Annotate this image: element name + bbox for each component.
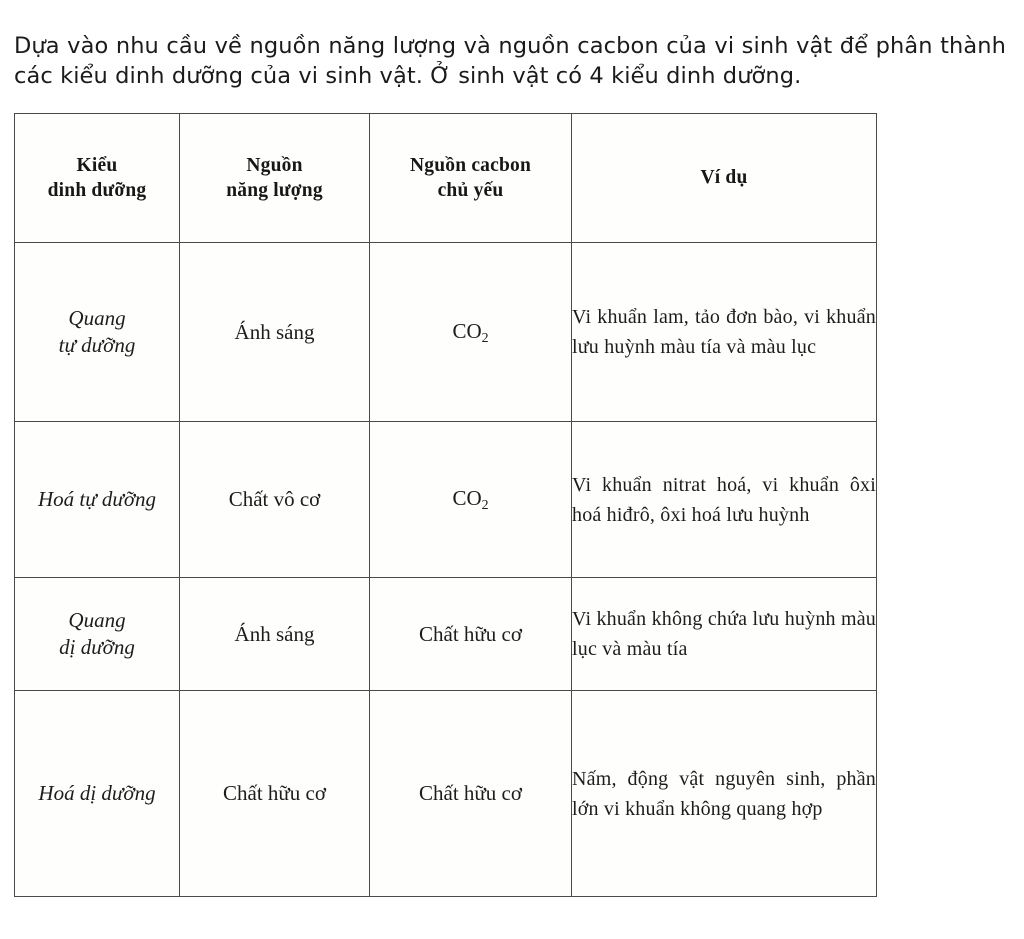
cell-type [15,422,180,578]
table-row [15,691,877,897]
cell-energy: Ánh sáng [180,243,370,422]
table-body [15,243,877,897]
cell-type [15,243,180,422]
cell-example: Vi khuẩn nitrat hoá, vi khuẩn ôxi hoá hiđrô, ôxi hoá lưu huỳnh [572,422,877,578]
cell-example: Nấm, động vật nguyên sinh, phần lớn vi khuẩn không quang hợp [572,691,877,897]
cell-type-line1: Quang [68,607,126,632]
cell-energy: Chất hữu cơ [180,691,370,897]
cell-carbon-text: Chất hữu cơ [419,621,522,646]
cell-type-line1: Hoá tự dưỡng [37,487,157,512]
cell-example: Vi khuẩn không chứa lưu huỳnh màu lục và màu tía [572,578,877,691]
column-header-carbon [370,114,572,243]
cell-type [15,691,180,897]
column-header-energy [180,114,370,243]
cell-carbon-subscript: 2 [481,497,489,513]
cell-energy: Chất vô cơ [180,422,370,578]
column-header-energy-line2: năng lượng [226,180,323,202]
document-page [0,23,1024,939]
column-header-carbon-line2: chủ yếu [437,180,504,202]
intro-paragraph: Dựa vào nhu cầu về nguồn năng lượng và nguồn cacbon của vi sinh vật để phân thành các kiểu dinh dưỡng của vi sinh vật. Ở sinh vật có 4 kiểu dinh dưỡng. [14,32,1006,89]
page-bottom-spacer [0,897,1024,903]
nutrition-table-wrapper [14,113,876,897]
cell-carbon [370,691,572,897]
column-header-carbon-line1: Nguồn cacbon [409,154,532,176]
cell-example: Vi khuẩn lam, tảo đơn bào, vi khuẩn lưu huỳnh màu tía và màu lục [572,243,877,422]
table-row [15,243,877,422]
cell-carbon [370,243,572,422]
column-header-example [572,114,877,243]
column-header-type [15,114,180,243]
column-header-energy-line1: Nguồn [246,154,303,176]
cell-type-line1: Hoá dị dưỡng [38,781,156,806]
cell-type [15,578,180,691]
cell-carbon [370,422,572,578]
cell-type-line2: dị dưỡng [59,635,135,660]
table-row [15,578,877,691]
nutrition-types-table [14,113,877,897]
cell-carbon-text: CO [452,486,482,511]
table-header-row [15,114,877,243]
cell-carbon-text: Chất hữu cơ [419,781,522,806]
column-header-example-line1: Ví dụ [700,167,748,189]
cell-carbon-subscript: 2 [481,329,489,345]
cell-carbon [370,578,572,691]
column-header-type-line2: dinh dưỡng [47,180,147,202]
column-header-type-line1: Kiểu [76,154,118,176]
cell-carbon-text: CO [452,318,482,343]
cell-type-line2: tự dưỡng [58,333,136,358]
table-header [15,114,877,243]
cell-energy: Ánh sáng [180,578,370,691]
cell-type-line1: Quang [68,305,126,330]
table-row [15,422,877,578]
